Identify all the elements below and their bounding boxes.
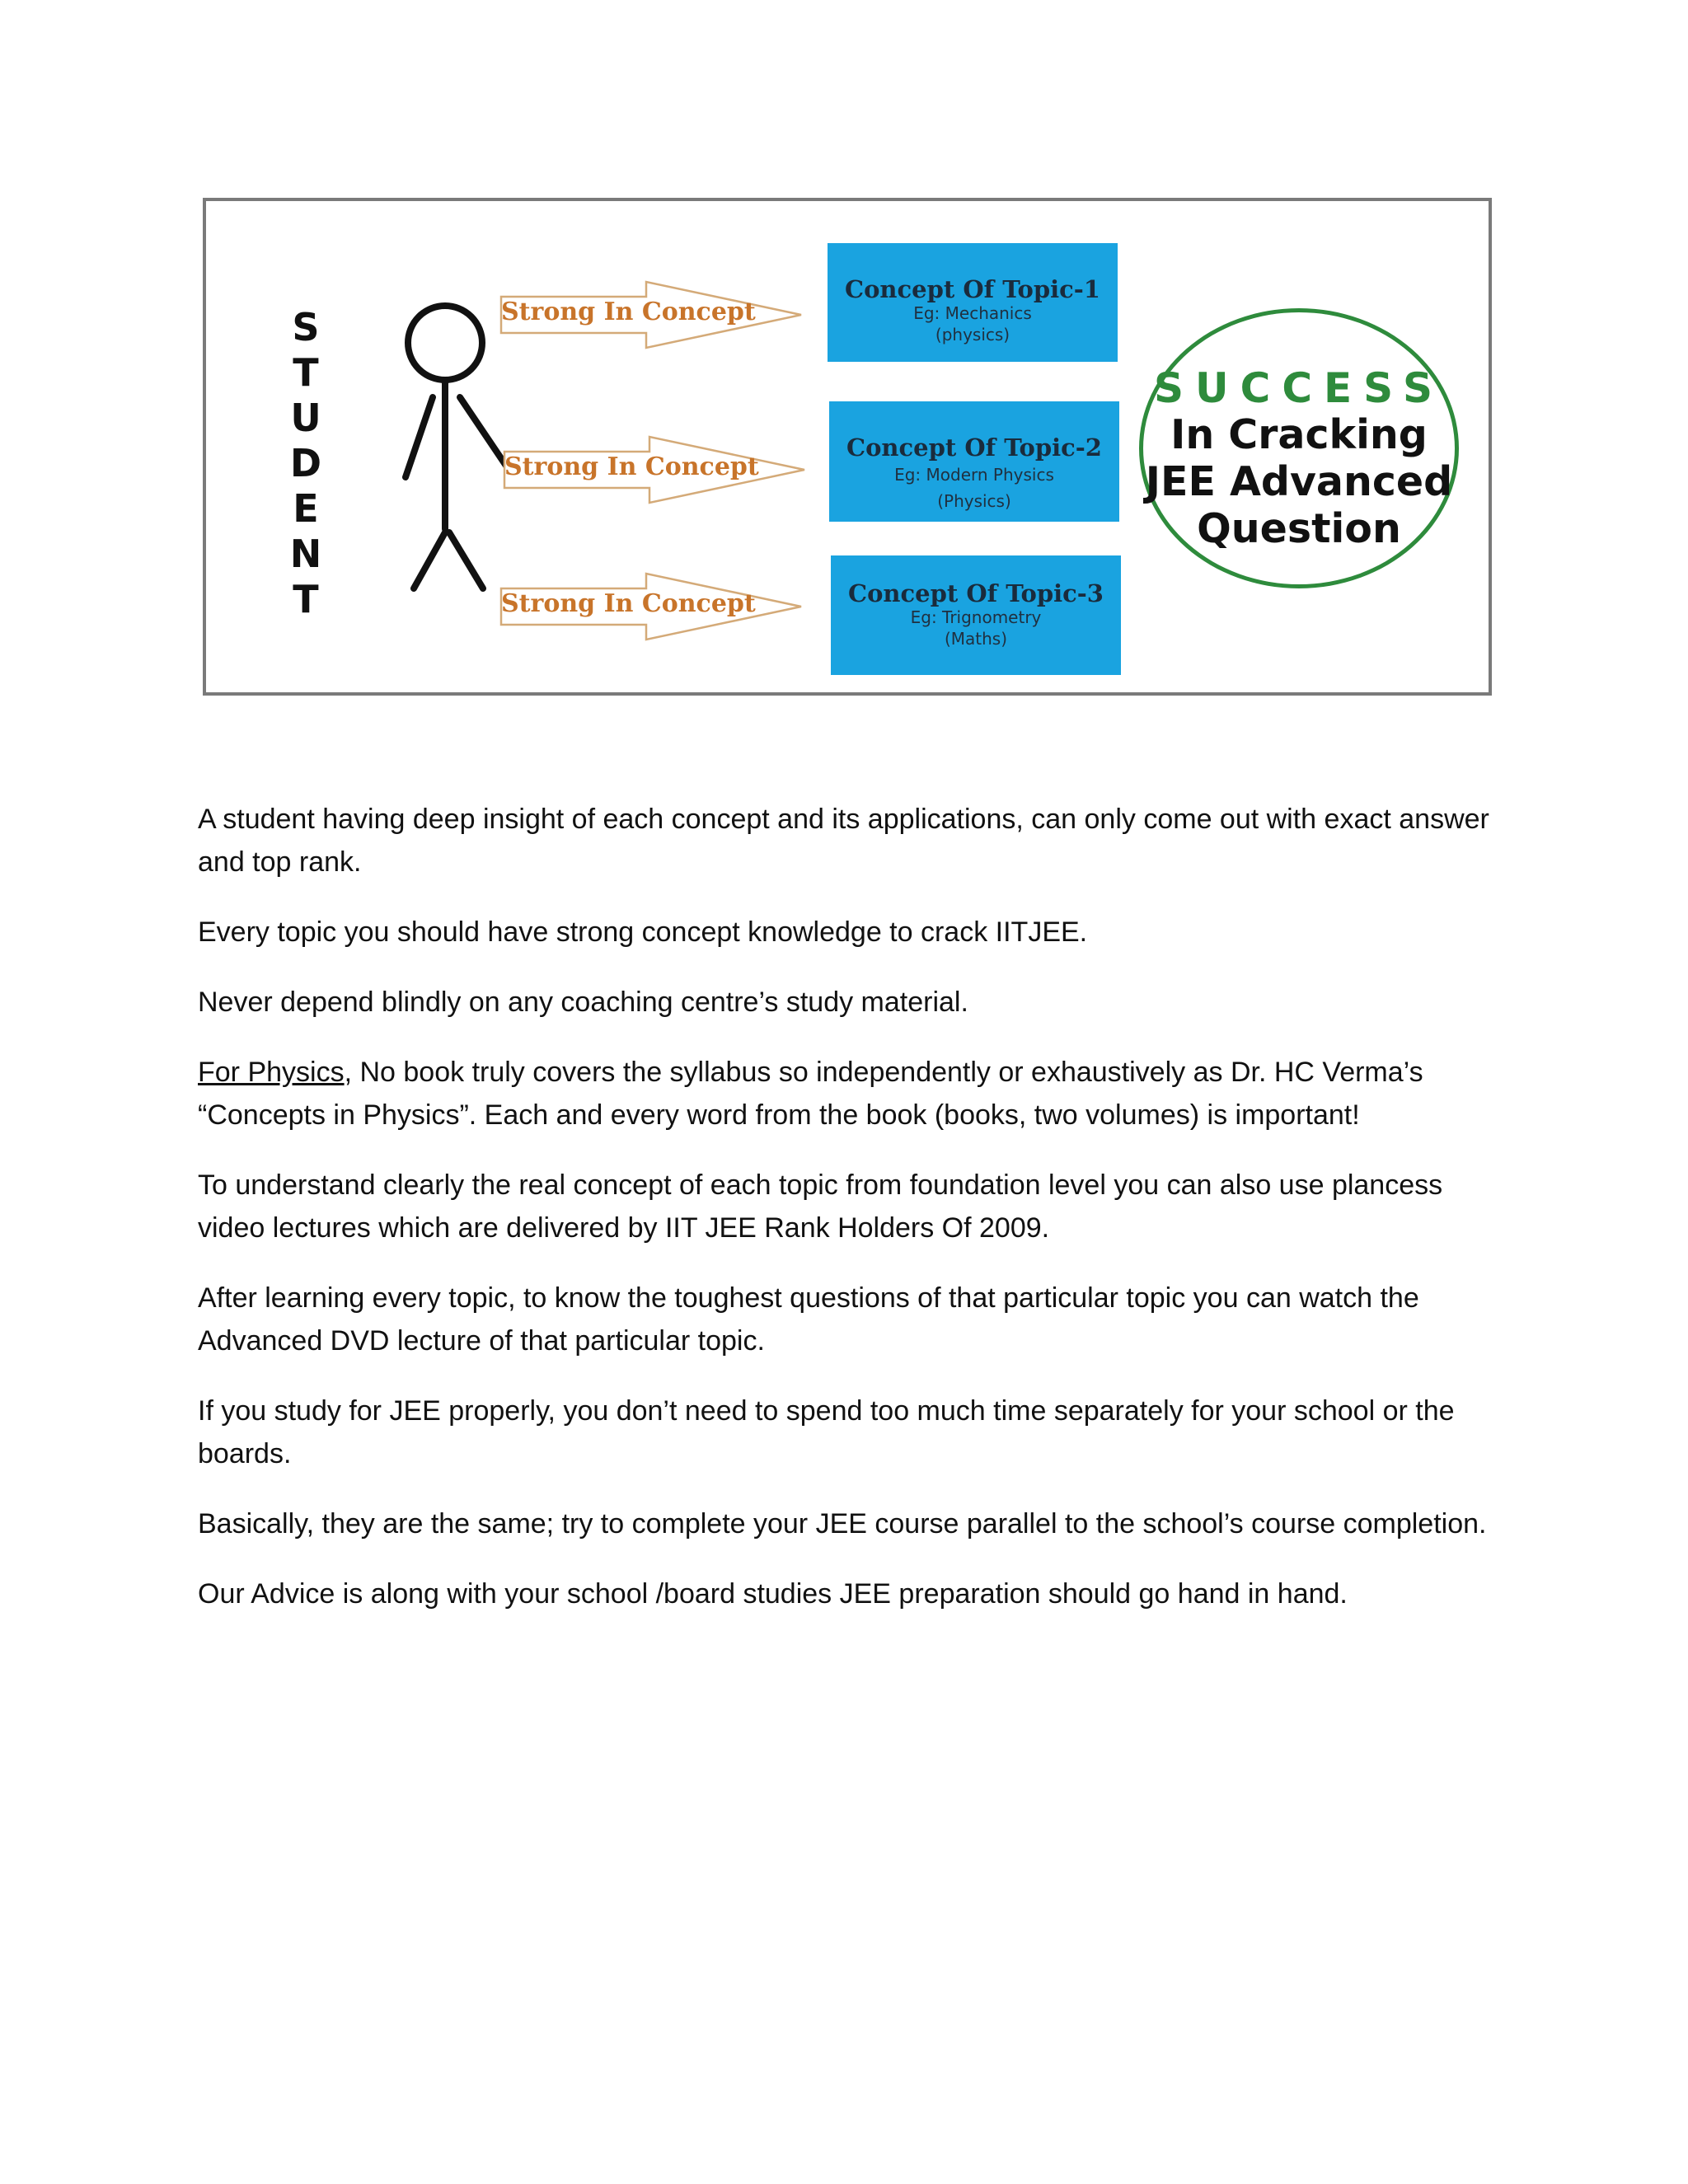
student-letter: U: [290, 396, 321, 440]
student-letter: N: [289, 532, 322, 576]
topic-example: Eg: Modern Physics: [894, 465, 1054, 485]
student-letter: D: [289, 441, 322, 485]
topic-example: Eg: Trignometry: [910, 607, 1042, 627]
student-letter: T: [293, 577, 319, 621]
arrow-label: Strong In Concept: [501, 298, 756, 326]
paragraph: If you study for JEE properly, you don’t need to spend too much time separately for your school or the boards.: [198, 1395, 1455, 1469]
paragraph: A student having deep insight of each concept and its applications, can only come out with exact answer and top rank.: [198, 804, 1489, 878]
body-text: [198, 798, 1500, 1643]
underlined-lead: For Physics: [198, 1057, 345, 1088]
stick-figure-icon: [330, 300, 528, 613]
success-heading: SUCCESS: [1154, 364, 1444, 412]
topic-box-1: [828, 243, 1118, 362]
paragraph: Every topic you should have strong concept knowledge to crack IITJEE.: [198, 916, 1088, 948]
arrow-label: Strong In Concept: [501, 589, 756, 618]
arrow-label: Strong In Concept: [504, 452, 759, 481]
topic-box-3: [831, 555, 1121, 675]
student-letter: E: [293, 486, 319, 531]
topic-subject: (physics): [935, 325, 1010, 344]
paragraph: Our Advice is along with your school /board studies JEE preparation should go hand in hand.: [198, 1578, 1348, 1610]
topic-title: Concept Of Topic-3: [848, 579, 1104, 607]
student-letter: T: [293, 350, 319, 395]
paragraph: Basically, they are the same; try to complete your JEE course parallel to the school’s course completion.: [198, 1508, 1487, 1540]
student-letter: S: [292, 305, 320, 349]
topic-example: Eg: Mechanics: [913, 303, 1032, 323]
success-line: JEE Advanced: [1145, 458, 1453, 505]
paragraph: After learning every topic, to know the toughest questions of that particular topic you can watch the Advanced DVD lecture of that particular topic.: [198, 1282, 1419, 1357]
paragraph: [198, 1051, 1500, 1137]
topic-box-2: [829, 401, 1119, 522]
topic-title: Concept Of Topic-1: [845, 275, 1100, 303]
paragraph-rest: , No book truly covers the syllabus so independently or exhaustively as Dr. HC Verma’s “Concepts in Physics”. Each and every word from the book (books, two volumes) is important!: [198, 1057, 1423, 1131]
topic-title: Concept Of Topic-2: [846, 434, 1102, 462]
success-line: Question: [1197, 505, 1401, 552]
paragraph: Never depend blindly on any coaching centre’s study material.: [198, 987, 968, 1018]
topic-subject: (Maths): [944, 629, 1008, 649]
student-vertical-label: [285, 305, 326, 622]
success-line: In Cracking: [1170, 411, 1428, 458]
success-circle: [1139, 308, 1459, 588]
concept-diagram: [203, 198, 1492, 696]
topic-subject: (Physics): [937, 491, 1011, 511]
paragraph: To understand clearly the real concept of each topic from foundation level you can also use plancess video lectures which are delivered by IIT JEE Rank Holders Of 2009.: [198, 1169, 1443, 1244]
